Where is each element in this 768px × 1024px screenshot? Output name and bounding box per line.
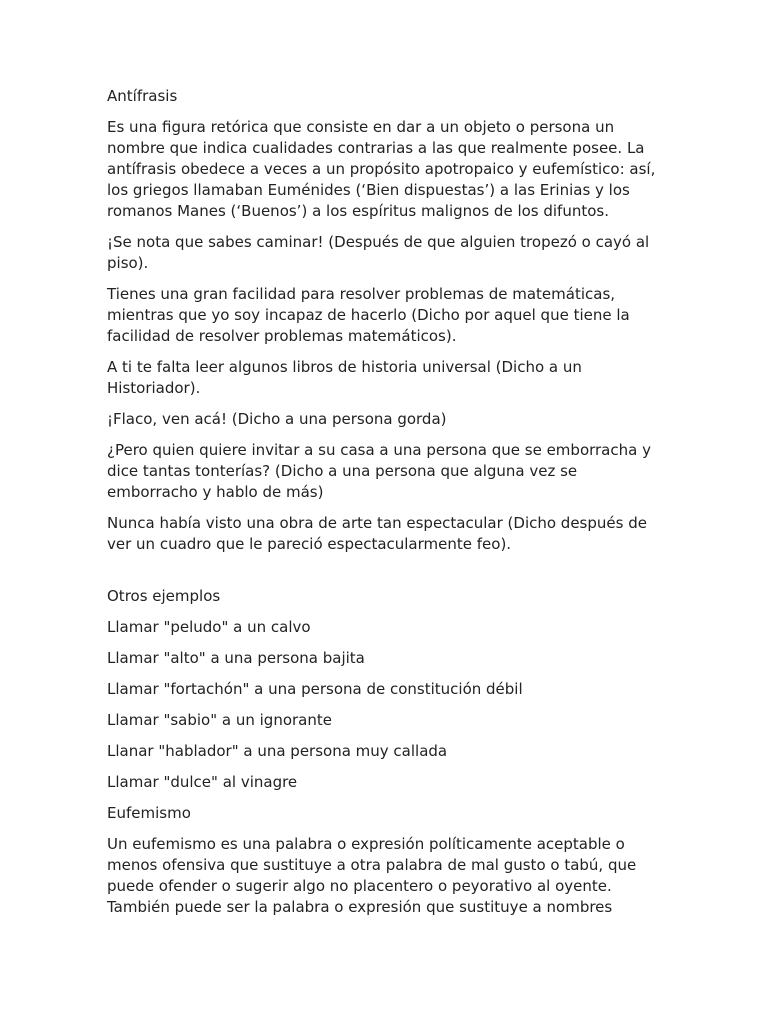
paragraph-example: A ti te falta leer algunos libros de historia universal (Dicho a un Historiador). (107, 358, 582, 397)
paragraph-definition: Es una figura retórica que consiste en dar a un objeto o persona un nombre que indica cualidades contrarias a las que realmente posee. La antífrasis obedece a veces a un propósito apotropaico y eufemístico: así, los griegos llamaban Euménides (‘Bien dispuestas’) a las Erinias y los romanos Manes (‘Buenos’) a los espíritus malignos de los difuntos. (107, 118, 656, 220)
paragraph-example: ¡Flaco, ven acá! (Dicho a una persona gorda) (107, 410, 447, 428)
section-title-eufemismo: Eufemismo (107, 804, 191, 822)
paragraph-example: Nunca había visto una obra de arte tan espectacular (Dicho después de ver un cuadro que le pareció espectacularmente feo). (107, 514, 647, 553)
section-spacer (107, 565, 667, 586)
paragraph-definition: Un eufemismo es una palabra o expresión políticamente aceptable o menos ofensiva que sustituye a otra palabra de mal gusto o tabú, que puede ofender o sugerir algo no placentero o peyorativo al oyente. También puede ser la palabra o expresión que sustituye a nombres (107, 835, 637, 916)
list-item: Llamar "fortachón" a una persona de constitución débil (107, 680, 523, 698)
list-item: Llamar "sabio" a un ignorante (107, 711, 332, 729)
paragraph-example: ¡Se nota que sabes caminar! (Después de que alguien tropezó o cayó al piso). (107, 233, 650, 272)
section-title-antifrasis: Antífrasis (107, 87, 178, 105)
list-item: Llanar "hablador" a una persona muy callada (107, 742, 448, 760)
list-item: Llamar "dulce" al vinagre (107, 773, 298, 791)
paragraph-example: Tienes una gran facilidad para resolver problemas de matemáticas, mientras que yo soy incapaz de hacerlo (Dicho por aquel que tiene la facilidad de resolver problemas matemáticos). (107, 285, 630, 345)
section-title-otros-ejemplos: Otros ejemplos (107, 587, 221, 605)
list-item: Llamar "peludo" a un calvo (107, 618, 311, 636)
document-page (107, 86, 667, 928)
list-item: Llamar "alto" a una persona bajita (107, 649, 365, 667)
paragraph-example: ¿Pero quien quiere invitar a su casa a una persona que se emborracha y dice tantas tonterías? (Dicho a una persona que alguna vez se emborracho y hablo de más) (107, 441, 651, 501)
